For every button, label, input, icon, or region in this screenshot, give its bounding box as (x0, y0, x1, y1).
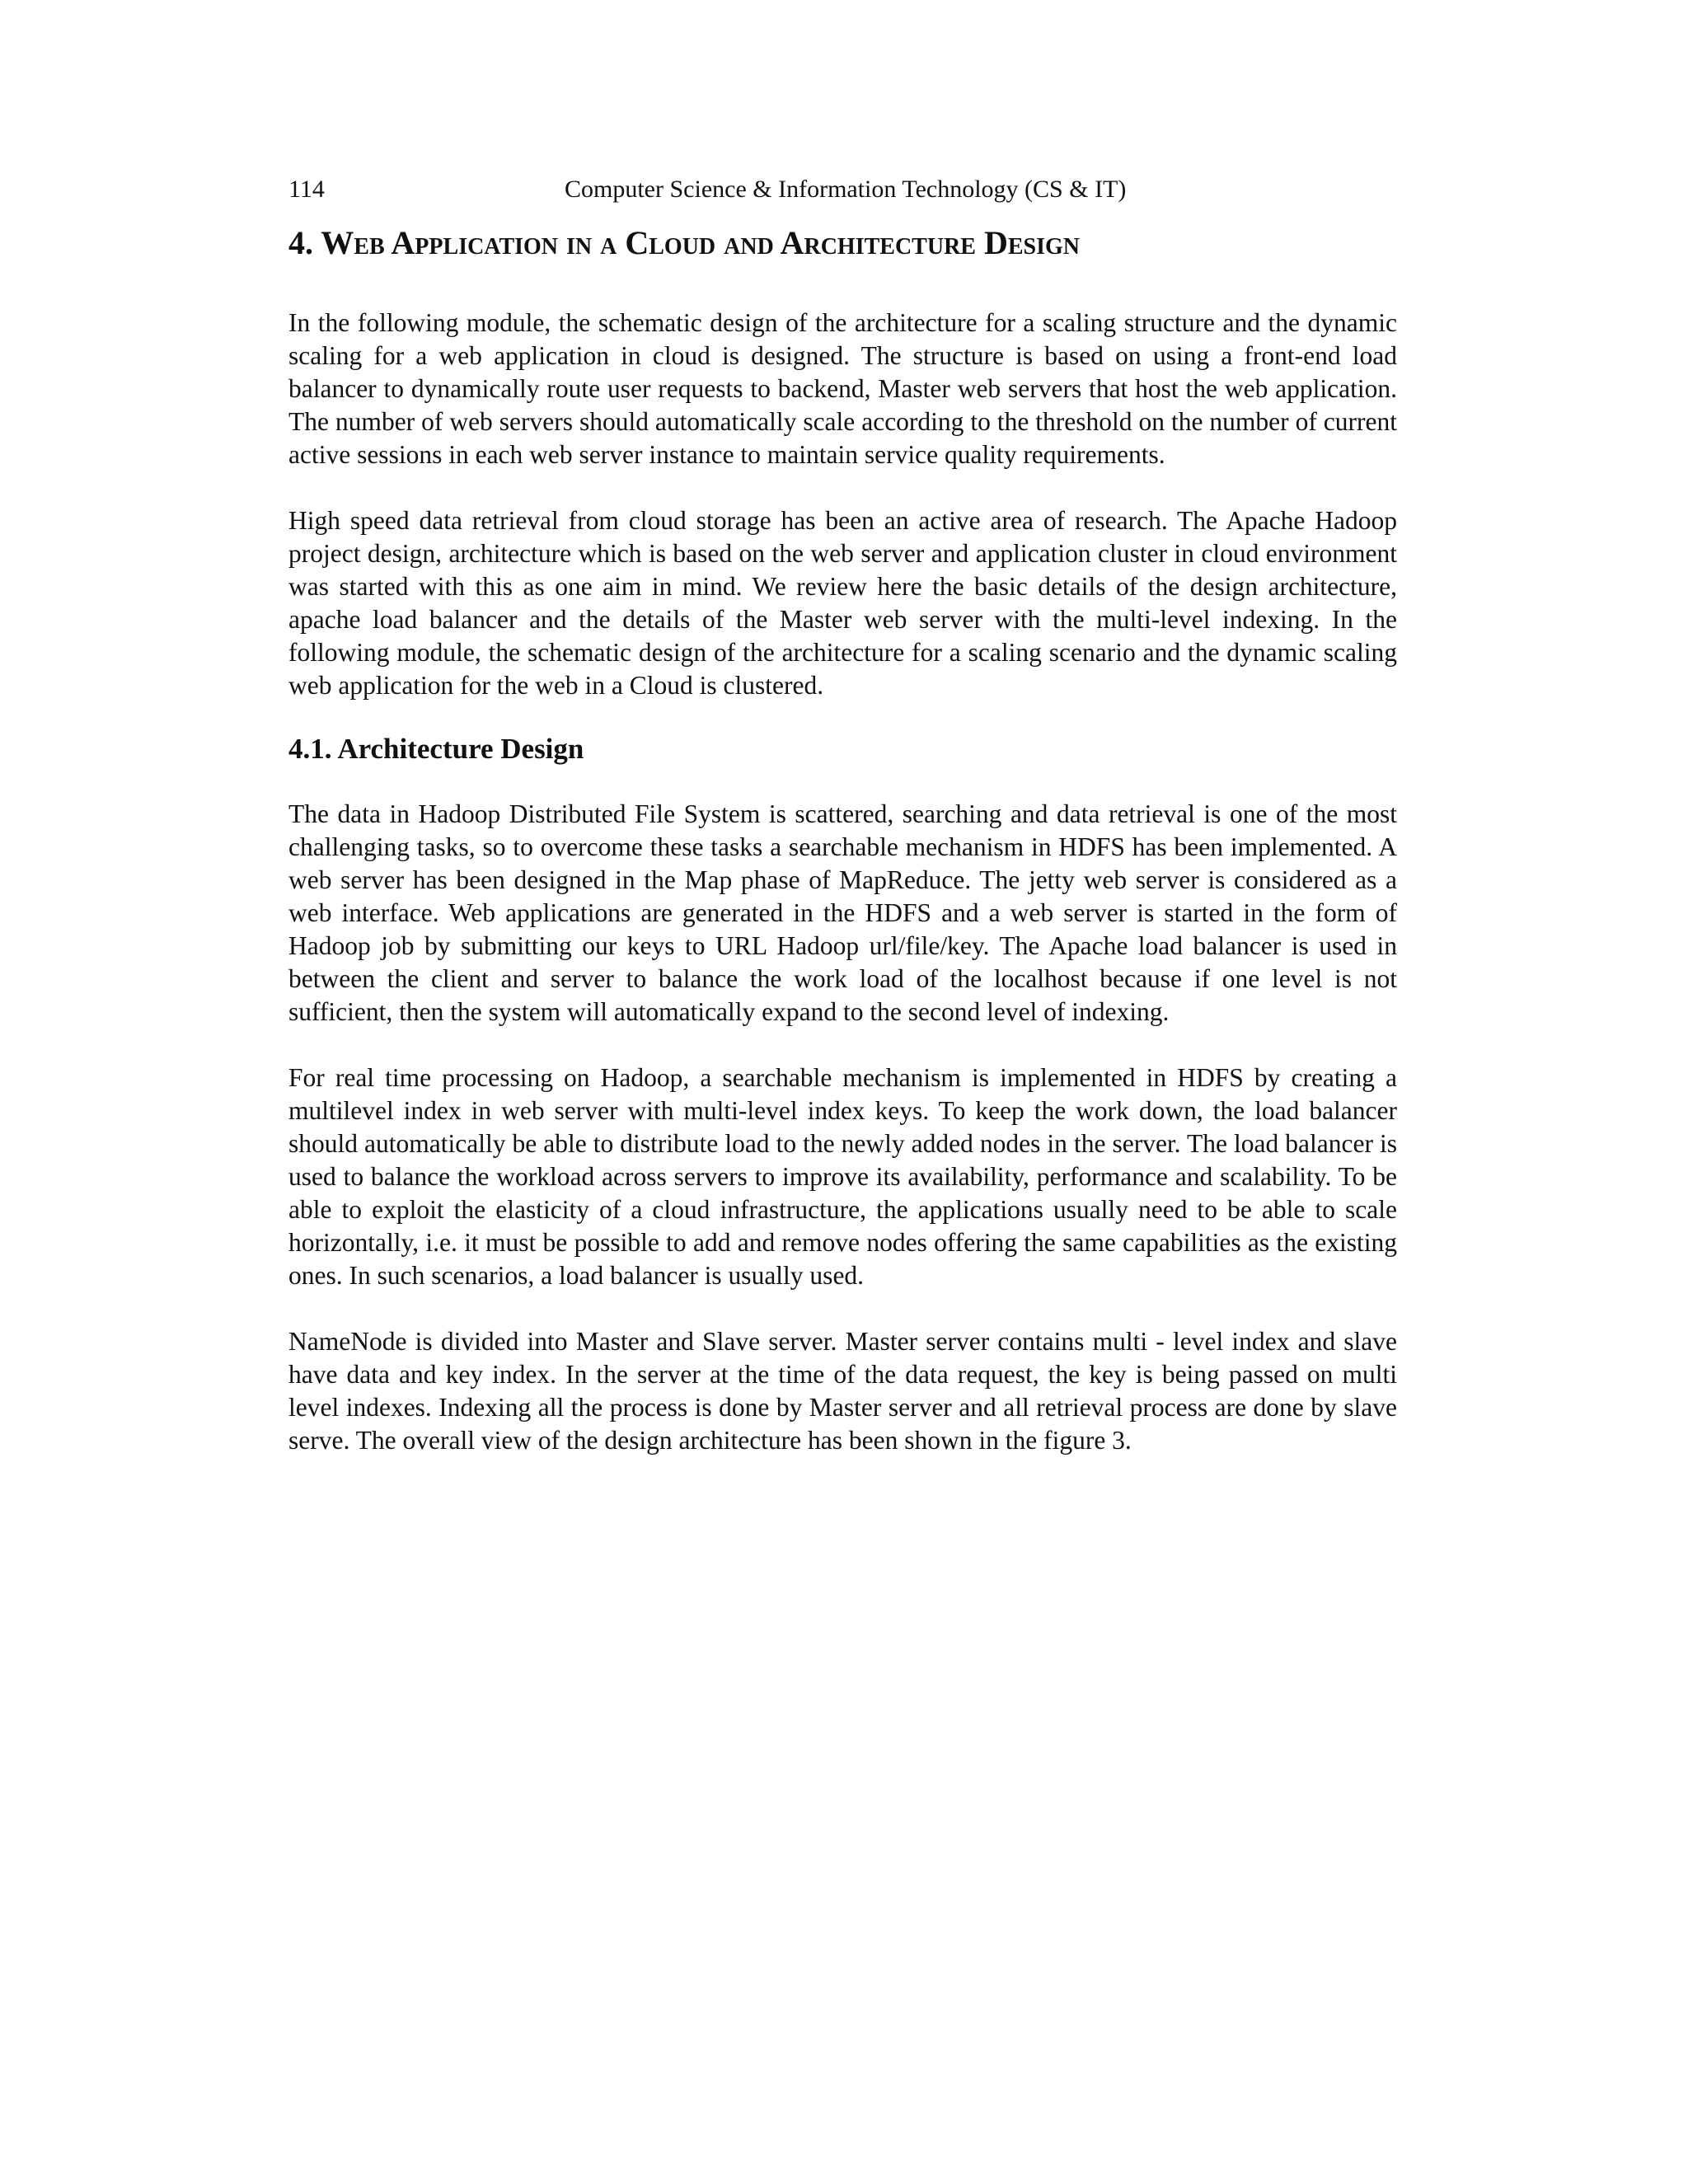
subsection-title: 4.1. Architecture Design (288, 733, 584, 765)
paragraph: The data in Hadoop Distributed File System is scattered, searching and data retrieval is one of the most challenging tasks, so to overcome these tasks a searchable mechanism in HDFS has been implemented. A web server has been designed in the Map phase of MapReduce. The jetty web server is considered as a web interface. Web applications are generated in the HDFS and a web server is started in the form of Hadoop job by submitting our keys to URL Hadoop url/file/key. The Apache load balancer is used in between the client and server to balance the work load of the localhost because if one level is not sufficient, then the system will automatically expand to the second level of indexing. (288, 799, 1397, 1026)
paragraph: In the following module, the schematic design of the architecture for a scaling structure and the dynamic scaling for a web application in cloud is designed. The structure is based on using a front-end load balancer to dynamically route user requests to backend, Master web servers that host the web application. The number of web servers should automatically scale according to the threshold on the number of current active sessions in each web server instance to maintain service quality requirements. (288, 308, 1397, 469)
section-title: 4. Web Application in a Cloud and Architecture Design (288, 224, 1080, 261)
paragraph: NameNode is divided into Master and Slave server. Master server contains multi - level index and slave have data and key index. In the server at the time of the data request, the key is being passed on multi level indexes. Indexing all the process is done by Master server and all retrieval process are done by slave serve. The overall view of the design architecture has been shown in the figure 3. (288, 1327, 1397, 1455)
page-number: 114 (288, 176, 325, 203)
paragraph: For real time processing on Hadoop, a searchable mechanism is implemented in HDFS by creating a multilevel index in web server with multi-level index keys. To keep the work down, the load balancer should automatically be able to distribute load to the newly added nodes in the server. The load balancer is used to balance the workload across servers to improve its availability, performance and scalability. To be able to exploit the elasticity of a cloud infrastructure, the applications usually need to be able to scale horizontally, i.e. it must be possible to add and remove nodes offering the same capabilities as the existing ones. In such scenarios, a load balancer is usually used. (288, 1063, 1397, 1290)
journal-title: Computer Science & Information Technology (CS & IT) (565, 176, 1127, 203)
page-body (288, 223, 1397, 1490)
paragraph: High speed data retrieval from cloud storage has been an active area of research. The Apache Hadoop project design, architecture which is based on the web server and application cluster in cloud environment was started with this as one aim in mind. We review here the basic details of the design architecture, apache load balancer and the details of the Master web server with the multi-level indexing. In the following module, the schematic design of the architecture for a scaling scenario and the dynamic scaling web application for the web in a Cloud is clustered. (288, 506, 1397, 700)
running-header (288, 173, 1401, 206)
